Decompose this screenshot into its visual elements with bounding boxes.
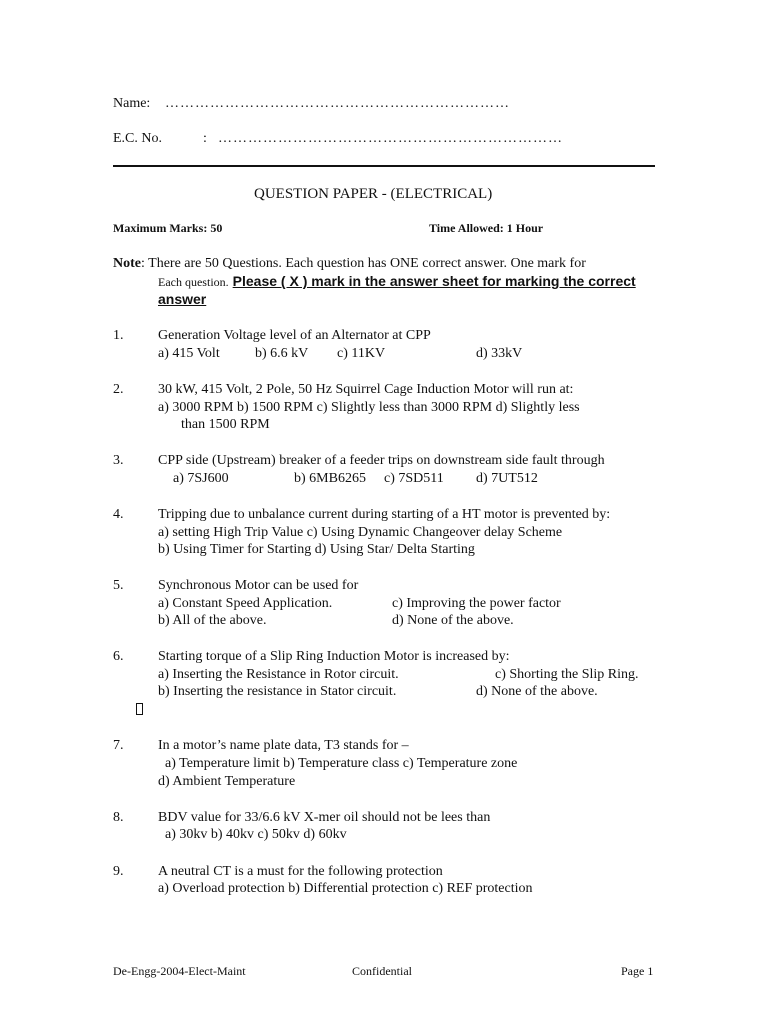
options-line: a) 3000 RPM b) 1500 RPM c) Slightly less than 3000 RPM d) Slightly less <box>158 400 580 415</box>
option: a) 7SJ600 <box>173 471 229 486</box>
note-text: : There are 50 Questions. Each question has ONE correct answer. One mark for <box>141 256 586 271</box>
option: a) 415 Volt <box>158 346 220 361</box>
question-number: 1. <box>113 328 124 343</box>
option: b) 6MB6265 <box>294 471 366 486</box>
options-line: a) Overload protection b) Differential protection c) REF protection <box>158 881 533 896</box>
option: d) None of the above. <box>476 684 598 699</box>
ec-colon: : <box>203 131 207 146</box>
option: c) 11KV <box>337 346 386 361</box>
question-text: A neutral CT is a must for the following protection <box>158 864 443 879</box>
question-number: 9. <box>113 864 124 879</box>
ec-label: E.C. No. <box>113 131 162 146</box>
header-divider <box>113 165 655 167</box>
note-instruction-cont: answer <box>158 291 207 307</box>
note-instruction: Please ( X ) mark in the answer sheet for marking the correct <box>232 273 636 289</box>
options-line: a) setting High Trip Value c) Using Dynamic Changeover delay Scheme <box>158 525 563 540</box>
option: b) 6.6 kV <box>255 346 309 361</box>
question-text: CPP side (Upstream) breaker of a feeder trips on downstream side fault through <box>158 453 605 468</box>
option: a) Inserting the Resistance in Rotor circuit. <box>158 667 399 682</box>
question-number: 7. <box>113 738 124 753</box>
question-text: Starting torque of a Slip Ring Induction Motor is increased by: <box>158 649 510 664</box>
option: b) All of the above. <box>158 613 267 628</box>
option: c) 7SD511 <box>384 471 444 486</box>
question-number: 2. <box>113 382 124 397</box>
note-small-text: Each question. <box>158 275 229 289</box>
question-number: 8. <box>113 810 124 825</box>
question-number: 6. <box>113 649 124 664</box>
option: c) Improving the power factor <box>392 596 561 611</box>
option: c) Shorting the Slip Ring. <box>495 667 639 682</box>
footer-confidential: Confidential <box>352 964 412 978</box>
note-label: Note <box>113 256 141 271</box>
question-number: 3. <box>113 453 124 468</box>
note-line-1 <box>113 255 586 272</box>
question-text: BDV value for 33/6.6 kV X-mer oil should not be lees than <box>158 810 491 825</box>
options-line: a) Temperature limit b) Temperature class c) Temperature zone <box>165 756 518 771</box>
note-line-2 <box>158 273 636 291</box>
option: d) 33kV <box>476 346 523 361</box>
question-text: 30 kW, 415 Volt, 2 Pole, 50 Hz Squirrel Cage Induction Motor will run at: <box>158 382 574 397</box>
question-number: 4. <box>113 507 124 522</box>
footer-doc-id: De-Engg-2004-Elect-Maint <box>113 964 246 978</box>
time-allowed: Time Allowed: 1 Hour <box>429 221 544 235</box>
maximum-marks: Maximum Marks: 50 <box>113 221 223 235</box>
question-text: Tripping due to unbalance current during starting of a HT motor is prevented by: <box>158 507 611 522</box>
name-dots: …………………………………………………………… <box>165 96 510 111</box>
options-line: b) Using Timer for Starting d) Using Star/ Delta Starting <box>158 542 475 557</box>
option: b) Inserting the resistance in Stator circuit. <box>158 684 397 699</box>
options-line: a) 30kv b) 40kv c) 50kv d) 60kv <box>165 827 347 842</box>
question-text: Synchronous Motor can be used for <box>158 578 359 593</box>
option: d) 7UT512 <box>476 471 538 486</box>
option: d) None of the above. <box>392 613 514 628</box>
options-line: than 1500 RPM <box>181 417 270 432</box>
option: a) Constant Speed Application. <box>158 596 333 611</box>
name-label: Name: <box>113 96 151 111</box>
question-number: 5. <box>113 578 124 593</box>
options-line: d) Ambient Temperature <box>158 774 296 789</box>
footer-page-number: Page 1 <box>621 964 654 978</box>
placeholder-box-icon <box>136 702 143 720</box>
question-text: In a motor’s name plate data, T3 stands for – <box>158 738 409 753</box>
ec-dots: …………………………………………………………… <box>218 131 563 146</box>
question-text: Generation Voltage level of an Alternator at CPP <box>158 328 431 343</box>
page-title: QUESTION PAPER - (ELECTRICAL) <box>254 186 493 202</box>
